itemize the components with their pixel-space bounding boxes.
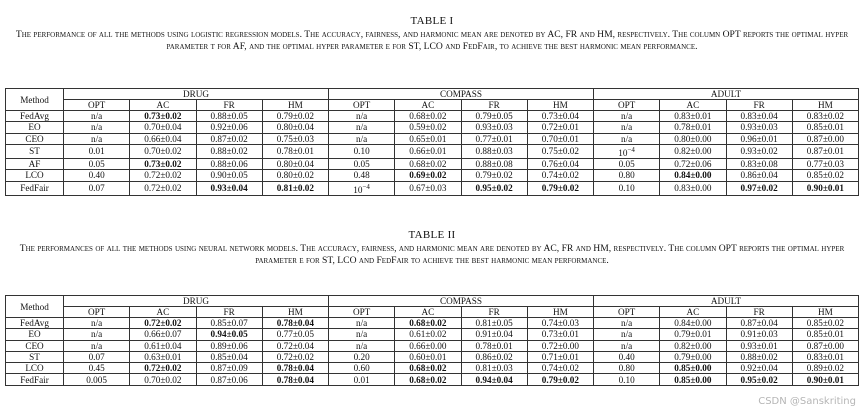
table-cell: 0.80±0.02 [262, 170, 328, 181]
column-header: AC [395, 307, 461, 318]
table-cell: 0.85±0.00 [660, 374, 726, 385]
table-cell: 0.66±0.04 [130, 133, 196, 144]
table-cell: 0.87±0.00 [792, 340, 858, 351]
table-cell: 0.68±0.02 [395, 363, 461, 374]
method-name: LCO [6, 170, 64, 181]
table-cell: 0.75±0.02 [527, 144, 593, 158]
table-cell: 0.70±0.02 [130, 144, 196, 158]
column-header: OPT [594, 100, 660, 111]
column-header: AC [660, 100, 726, 111]
column-header: OPT [594, 307, 660, 318]
table-cell: 0.01 [329, 374, 395, 385]
column-header: AC [395, 100, 461, 111]
table-cell: 0.81±0.05 [461, 318, 527, 329]
table-cell: 0.88±0.05 [196, 111, 262, 122]
table-cell: 0.89±0.02 [792, 363, 858, 374]
table-cell: 0.85±0.01 [792, 329, 858, 340]
column-header: HM [792, 100, 858, 111]
table-cell: 0.78±0.04 [262, 363, 328, 374]
table-cell: 0.83±0.01 [792, 351, 858, 362]
dataset-header: DRUG [64, 89, 329, 100]
table-cell: 0.74±0.02 [527, 170, 593, 181]
method-header: Method [6, 89, 64, 111]
watermark: CSDN @Sanskriting [758, 396, 856, 407]
column-header: HM [792, 307, 858, 318]
table-cell: 0.48 [329, 170, 395, 181]
column-header: FR [461, 100, 527, 111]
table-cell: 0.72±0.06 [660, 158, 726, 169]
table-cell: 0.72±0.00 [527, 340, 593, 351]
table-cell: 0.95±0.02 [726, 374, 792, 385]
table-cell: 0.77±0.03 [792, 158, 858, 169]
table-cell: n/a [329, 122, 395, 133]
table-cell: n/a [64, 318, 130, 329]
method-name: EO [6, 329, 64, 340]
table-cell: 0.60±0.01 [395, 351, 461, 362]
table-cell: 0.79±0.02 [527, 181, 593, 195]
table-row [6, 122, 859, 133]
table-cell: 0.90±0.01 [792, 181, 858, 195]
table-2-label: TABLE II [408, 229, 456, 241]
method-name: ST [6, 351, 64, 362]
table-row [6, 170, 859, 181]
table-cell: 0.82±0.00 [660, 144, 726, 158]
column-header: HM [262, 100, 328, 111]
table-cell: 0.70±0.02 [130, 374, 196, 385]
table-cell: 0.93±0.03 [726, 122, 792, 133]
dataset-header: COMPASS [329, 89, 594, 100]
column-header: FR [196, 307, 262, 318]
table-cell: 0.45 [64, 363, 130, 374]
table-1 [5, 88, 859, 196]
table-2 [5, 295, 859, 386]
column-header: FR [726, 100, 792, 111]
table-cell: 0.89±0.06 [196, 340, 262, 351]
table-cell: 0.84±0.00 [660, 318, 726, 329]
table-cell: 0.72±0.01 [527, 122, 593, 133]
table-cell: 0.93±0.04 [196, 181, 262, 195]
table-cell: 0.85±0.04 [196, 351, 262, 362]
table-cell: 0.05 [594, 158, 660, 169]
table-cell: n/a [594, 111, 660, 122]
table-cell: 0.91±0.04 [461, 329, 527, 340]
table-cell: 0.92±0.04 [726, 363, 792, 374]
table-cell: n/a [64, 329, 130, 340]
table-cell: 0.72±0.02 [130, 170, 196, 181]
table-cell: 0.86±0.02 [461, 351, 527, 362]
table-cell: 0.40 [594, 351, 660, 362]
table-cell: 0.83±0.00 [660, 181, 726, 195]
table-cell: 0.70±0.01 [527, 133, 593, 144]
method-name: FedFair [6, 374, 64, 385]
table-cell: 0.93±0.01 [726, 340, 792, 351]
table-cell: 0.84±0.00 [660, 170, 726, 181]
table-cell: 0.94±0.04 [461, 374, 527, 385]
table-cell: 0.87±0.02 [196, 133, 262, 144]
method-name: EO [6, 122, 64, 133]
table-cell: 0.78±0.01 [461, 340, 527, 351]
column-header: AC [130, 100, 196, 111]
table-cell: 0.80±0.04 [262, 122, 328, 133]
column-header: AC [130, 307, 196, 318]
table-cell: 0.10 [594, 181, 660, 195]
table-cell: 0.88±0.02 [726, 351, 792, 362]
table-cell: 0.68±0.02 [395, 318, 461, 329]
table-cell: 0.78±0.04 [262, 318, 328, 329]
table-cell: 0.79±0.00 [660, 351, 726, 362]
table-cell: 0.88±0.02 [196, 144, 262, 158]
table-cell: 0.79±0.05 [461, 111, 527, 122]
table-cell: 0.85±0.07 [196, 318, 262, 329]
table-row [6, 111, 859, 122]
table-cell: 0.95±0.02 [461, 181, 527, 195]
table-cell: 0.90±0.05 [196, 170, 262, 181]
table-cell: 0.79±0.02 [461, 170, 527, 181]
column-header: FR [461, 307, 527, 318]
table-cell: 0.88±0.06 [196, 158, 262, 169]
table-cell: 0.85±0.01 [792, 122, 858, 133]
table-cell: n/a [64, 133, 130, 144]
table-cell: 0.66±0.00 [395, 340, 461, 351]
table-cell: 0.79±0.02 [527, 374, 593, 385]
table-cell: 0.05 [329, 158, 395, 169]
table-cell: 0.05 [64, 158, 130, 169]
method-name: LCO [6, 363, 64, 374]
table-cell: 0.76±0.04 [527, 158, 593, 169]
table-cell: 0.88±0.03 [461, 144, 527, 158]
table-row [6, 181, 859, 195]
column-header: HM [262, 307, 328, 318]
table-cell: 0.77±0.01 [461, 133, 527, 144]
table-cell: $10^{-4}$ [594, 144, 660, 158]
method-name: CEO [6, 340, 64, 351]
table-cell: 0.77±0.05 [262, 329, 328, 340]
table-cell: 0.71±0.01 [527, 351, 593, 362]
table-cell: 0.72±0.02 [262, 351, 328, 362]
table-row [6, 340, 859, 351]
table-cell: 0.07 [64, 181, 130, 195]
table-cell: 0.005 [64, 374, 130, 385]
table-cell: 0.72±0.04 [262, 340, 328, 351]
table-cell: 0.60 [329, 363, 395, 374]
table-row [6, 363, 859, 374]
table-cell: 0.91±0.03 [726, 329, 792, 340]
table-cell: 0.10 [594, 374, 660, 385]
dataset-header: DRUG [64, 296, 329, 307]
method-header: Method [6, 296, 64, 318]
table-row [6, 144, 859, 158]
table-cell: 0.67±0.03 [395, 181, 461, 195]
table-2-caption: The performances of all the methods using neural network models. The accuracy, fairness, and harmonic mean are denoted by AC, FR and HM, respectively. The column OPT reports the optimal hyper parameter ε for ST, LCO and FedFair to achieve the best harmonic mean performance. [19, 243, 845, 266]
table-cell: 0.10 [329, 144, 395, 158]
table-row [6, 351, 859, 362]
table-cell: 0.81±0.03 [461, 363, 527, 374]
table-cell: 0.87±0.01 [792, 144, 858, 158]
table-cell: 0.61±0.04 [130, 340, 196, 351]
table-cell: 0.92±0.06 [196, 122, 262, 133]
table-row [6, 158, 859, 169]
table-cell: n/a [594, 329, 660, 340]
table-cell: 0.86±0.04 [726, 170, 792, 181]
dataset-header: ADULT [594, 296, 859, 307]
table-cell: n/a [329, 318, 395, 329]
table-cell: 0.66±0.01 [395, 144, 461, 158]
table-cell: 0.73±0.02 [130, 111, 196, 122]
table-cell: 0.94±0.05 [196, 329, 262, 340]
table-cell: 0.80 [594, 363, 660, 374]
table-cell: 0.73±0.04 [527, 111, 593, 122]
table-cell: 0.80±0.00 [660, 133, 726, 144]
table-cell: 0.70±0.04 [130, 122, 196, 133]
table-cell: n/a [594, 133, 660, 144]
table-cell: 0.73±0.01 [527, 329, 593, 340]
column-header: OPT [64, 307, 130, 318]
method-name: FedAvg [6, 111, 64, 122]
column-header: OPT [329, 100, 395, 111]
method-name: FedFair [6, 181, 64, 195]
table-cell: n/a [329, 111, 395, 122]
table-cell: 0.78±0.01 [660, 122, 726, 133]
table-cell: 0.59±0.02 [395, 122, 461, 133]
table-cell: $10^{-4}$ [329, 181, 395, 195]
table-cell: 0.74±0.03 [527, 318, 593, 329]
table-cell: 0.83±0.01 [660, 111, 726, 122]
table-cell: n/a [594, 318, 660, 329]
table-cell: 0.87±0.04 [726, 318, 792, 329]
table-cell: 0.72±0.02 [130, 318, 196, 329]
table-cell: 0.07 [64, 351, 130, 362]
table-cell: 0.85±0.02 [792, 318, 858, 329]
dataset-header: COMPASS [329, 296, 594, 307]
table-cell: 0.93±0.02 [726, 144, 792, 158]
table-cell: 0.66±0.07 [130, 329, 196, 340]
table-row [6, 329, 859, 340]
table-cell: 0.81±0.02 [262, 181, 328, 195]
column-header: OPT [329, 307, 395, 318]
table-cell: 0.68±0.02 [395, 374, 461, 385]
table-cell: 0.85±0.00 [660, 363, 726, 374]
table-cell: n/a [64, 111, 130, 122]
method-name: ST [6, 144, 64, 158]
method-name: FedAvg [6, 318, 64, 329]
table-cell: 0.96±0.01 [726, 133, 792, 144]
table-cell: 0.83±0.08 [726, 158, 792, 169]
table-cell: 0.40 [64, 170, 130, 181]
table-cell: 0.79±0.01 [660, 329, 726, 340]
column-header: HM [527, 100, 593, 111]
table-cell: 0.75±0.03 [262, 133, 328, 144]
table-cell: 0.01 [64, 144, 130, 158]
table-cell: n/a [329, 340, 395, 351]
table-row [6, 374, 859, 385]
table-cell: n/a [64, 122, 130, 133]
table-cell: 0.90±0.01 [792, 374, 858, 385]
table-cell: 0.68±0.02 [395, 111, 461, 122]
table-cell: 0.97±0.02 [726, 181, 792, 195]
table-cell: n/a [594, 340, 660, 351]
table-cell: 0.65±0.01 [395, 133, 461, 144]
table-cell: 0.73±0.02 [130, 158, 196, 169]
table-1-label: TABLE I [410, 15, 454, 27]
table-cell: 0.63±0.01 [130, 351, 196, 362]
column-header: AC [660, 307, 726, 318]
table-cell: 0.80 [594, 170, 660, 181]
table-cell: 0.87±0.09 [196, 363, 262, 374]
table-cell: 0.82±0.00 [660, 340, 726, 351]
table-cell: 0.83±0.04 [726, 111, 792, 122]
column-header: FR [196, 100, 262, 111]
table-row [6, 318, 859, 329]
column-header: OPT [64, 100, 130, 111]
table-cell: n/a [594, 122, 660, 133]
dataset-header: ADULT [594, 89, 859, 100]
table-cell: n/a [64, 340, 130, 351]
method-name: CEO [6, 133, 64, 144]
table-1-caption: The performance of all the methods using logistic regression models. The accuracy, fairness, and harmonic mean are denoted by AC, FR and HM, respectively. The column OPT reports the optimal hyper parameter τ for AF, and the optimal hyper parameter ε for ST, LCO and FedFair, to achieve the best harmonic mean performance. [15, 29, 849, 52]
table-cell: 0.83±0.02 [792, 111, 858, 122]
column-header: HM [527, 307, 593, 318]
table-cell: 0.78±0.04 [262, 374, 328, 385]
table-cell: n/a [329, 133, 395, 144]
table-cell: 0.74±0.02 [527, 363, 593, 374]
table-cell: 0.69±0.02 [395, 170, 461, 181]
table-1-block [0, 15, 864, 52]
table-cell: n/a [329, 329, 395, 340]
table-cell: 0.72±0.02 [130, 181, 196, 195]
method-name: AF [6, 158, 64, 169]
table-cell: 0.87±0.06 [196, 374, 262, 385]
table-cell: 0.80±0.04 [262, 158, 328, 169]
table-row [6, 133, 859, 144]
table-cell: 0.61±0.02 [395, 329, 461, 340]
table-2-block [0, 229, 864, 266]
table-cell: 0.93±0.03 [461, 122, 527, 133]
table-cell: 0.20 [329, 351, 395, 362]
table-cell: 0.88±0.08 [461, 158, 527, 169]
column-header: FR [726, 307, 792, 318]
table-cell: 0.68±0.02 [395, 158, 461, 169]
table-cell: 0.72±0.02 [130, 363, 196, 374]
table-cell: 0.87±0.00 [792, 133, 858, 144]
table-cell: 0.78±0.01 [262, 144, 328, 158]
table-cell: 0.79±0.02 [262, 111, 328, 122]
table-cell: 0.85±0.02 [792, 170, 858, 181]
